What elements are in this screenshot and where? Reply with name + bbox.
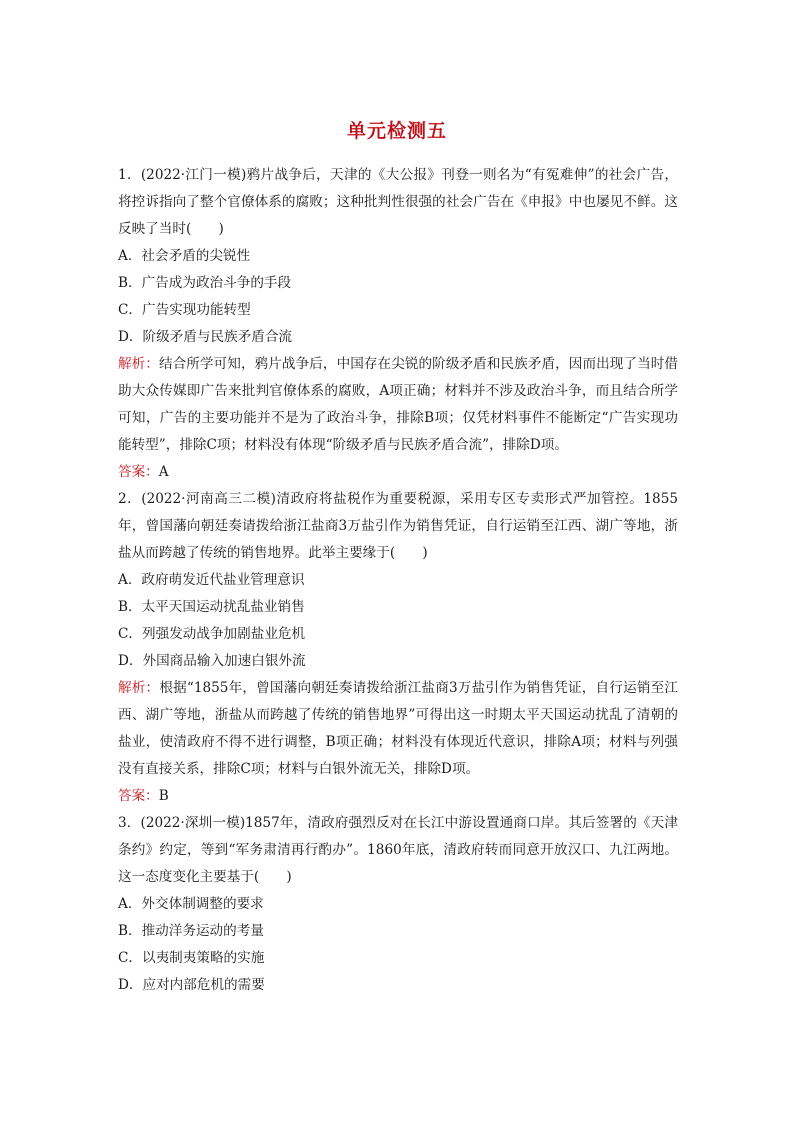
analysis-text: 根据“1855年，曾国藩向朝廷奏请拨给浙江盐商3万盐引作为销售凭证，自行运销至江西、湖广等地，浙盐从而跨越了传统的销售地界”可得出这一时期太平天国运动扰乱了清朝的盐业，使清政府不得不进行调整，B项正确；材料没有体现近代意识，排除A项；材料与列强没有直接关系，排除C项；材料与白银外流无关，排除D项。 [118, 680, 678, 777]
option-b: B．推动洋务运动的考量 [118, 923, 264, 939]
option-c: C．广告实现功能转型 [118, 302, 251, 318]
question-stem: 3．(2022·深圳一模)1857年，清政府强烈反对在长江中游设置通商口岸。其后签署的《天津条约》约定，等到“军务肃清再行酌办”。1860年底，清政府转而同意开放汉口、九江两地。这一态度变化主要基于( ) [118, 815, 678, 885]
analysis-text: 结合所学可知，鸦片战争后，中国存在尖锐的阶级矛盾和民族矛盾，因而出现了当时借助大众传媒即广告来批判官僚体系的腐败，A项正确；材料并不涉及政治斗争，而且结合所学可知，广告的主要功能并不是为了政治斗争，排除B项；仅凭材料事件不能断定“广告实现功能转型”，排除C项；材料没有体现“阶级矛盾与民族矛盾合流”，排除D项。 [118, 356, 679, 453]
option-c: C．以夷制夷策略的实施 [118, 950, 265, 966]
analysis [118, 675, 678, 783]
option-a: A．政府萌发近代盐业管理意识 [118, 572, 305, 588]
option-c: C．列强发动战争加剧盐业危机 [118, 626, 306, 642]
question-1 [118, 162, 678, 486]
option-a: A．社会矛盾的尖锐性 [118, 248, 251, 264]
answer-value: B [158, 788, 169, 804]
option-b: B．广告成为政治斗争的手段 [118, 275, 292, 291]
question-list [118, 162, 678, 999]
answer [118, 783, 678, 810]
question-stem: 1．(2022·江门一模)鸦片战争后，天津的《大公报》刊登一则名为“有冤难伸”的社会广告，将控诉指向了整个官僚体系的腐败；这种批判性很强的社会广告在《申报》中也屡见不鲜。这反映了当时( ) [118, 167, 678, 237]
analysis-label: 解析： [118, 680, 160, 696]
option-d: D．应对内部危机的需要 [118, 977, 265, 993]
analysis-label: 解析： [118, 356, 159, 372]
page-title: 单元检测五 [346, 120, 447, 142]
option-d: D．外国商品输入加速白银外流 [118, 653, 306, 669]
option-b: B．太平天国运动扰乱盐业销售 [118, 599, 305, 615]
question-3 [118, 810, 678, 999]
answer [118, 459, 678, 486]
question-2 [118, 486, 678, 810]
option-a: A．外交体制调整的要求 [118, 896, 264, 912]
option-d: D．阶级矛盾与民族矛盾合流 [118, 329, 293, 345]
answer-label: 答案： [118, 788, 159, 804]
answer-label: 答案： [118, 464, 159, 480]
question-stem: 2．(2022·河南高三二模)清政府将盐税作为重要税源，采用专区专卖形式严加管控。1855年，曾国藩向朝廷奏请拨给浙江盐商3万盐引作为销售凭证，自行运销至江西、湖广等地，浙盐从而跨越了传统的销售地界。此举主要缘于( ) [118, 491, 678, 561]
analysis [118, 351, 678, 459]
answer-value: A [158, 464, 169, 480]
